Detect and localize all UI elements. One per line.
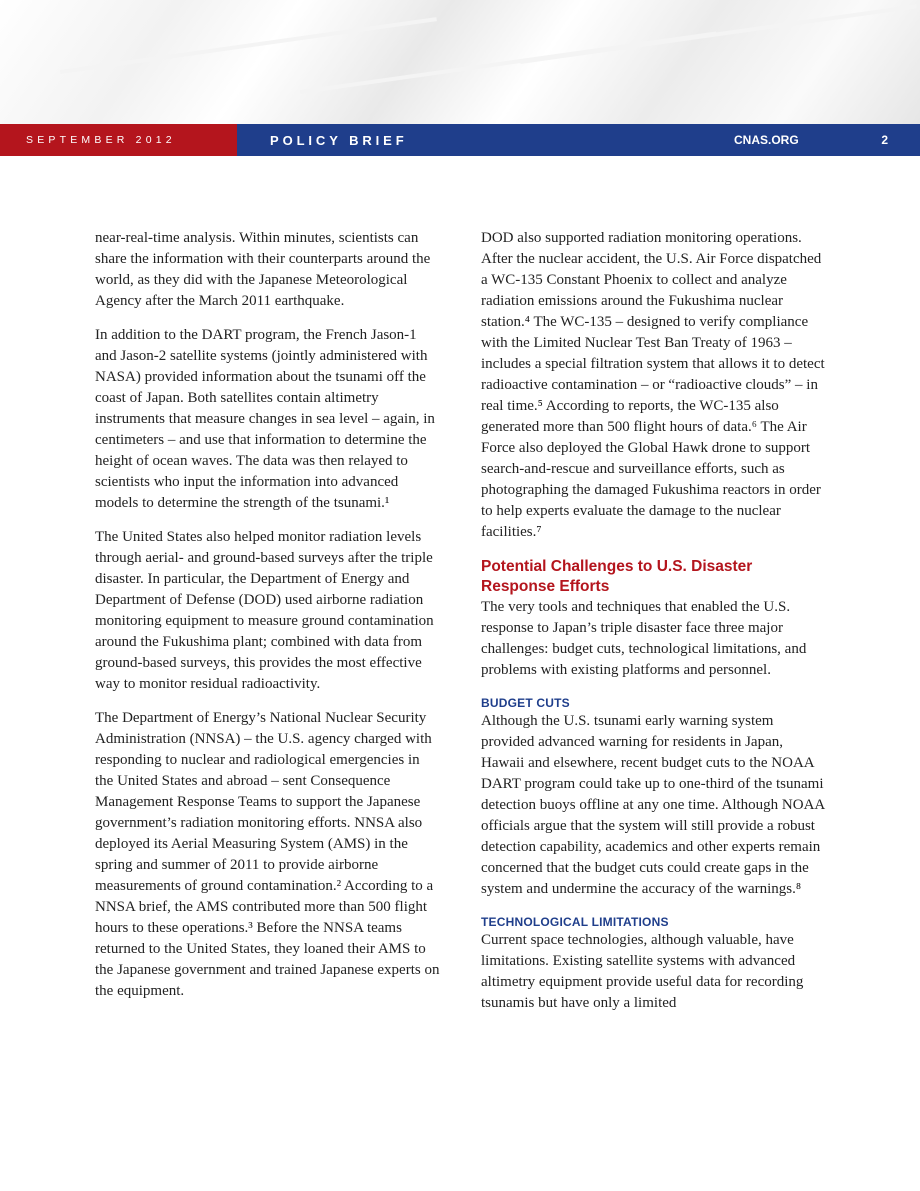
header-bar	[0, 124, 920, 156]
subsection-heading-tech: TECHNOLOGICAL LIMITATIONS	[481, 915, 669, 929]
right-column	[481, 228, 826, 1027]
body-paragraph: The United States also helped monitor radiation levels through aerial- and ground-based surveys after the triple disaster. In particular, the Department of Energy and Department of Defense (DOD) used airborne radiation monitoring equipment to measure ground contamination around the Fukushima plant; combined with data from ground-based surveys, this provides the most effective way to monitor residual radioactivity.	[95, 529, 434, 692]
header-title: POLICY BRIEF	[270, 132, 408, 148]
body-paragraph: DOD also supported radiation monitoring operations. After the nuclear accident, the U.S. Air Force dispatched a WC-135 Constant Phoenix to collect and analyze radiation emissions around the Fukushima nuclear station.⁴ The WC-135 – designed to verify compliance with the Limited Nuclear Test Ban Treaty of 1963 – includes a special filtration system that allows it to detect radioactive contamination – or “radioactive clouds” – in real time.⁵ According to reports, the WC-135 also generated more than 500 flight hours of data.⁶ The Air Force also deployed the Global Hawk drone to support search-and-rescue and surveillance efforts, such as photographing the damaged Fukushima reactors in order to help experts evaluate the damage to the nuclear facilities.⁷	[481, 230, 825, 540]
left-column	[95, 228, 440, 1015]
subsection-heading-budget: BUDGET CUTS	[481, 696, 570, 710]
body-paragraph: The very tools and techniques that enabled the U.S. response to Japan’s triple disaster face three major challenges: budget cuts, technological limitations, and problems with existing platforms and personnel.	[481, 599, 807, 678]
body-paragraph: The Department of Energy’s National Nuclear Security Administration (NNSA) – the U.S. agency charged with responding to nuclear and radiological emergencies in the United States and abroad – sent Consequence Management Response Teams to support the Japanese government’s radiation monitoring efforts. NNSA also deployed its Aerial Measuring System (AMS) in the spring and summer of 2011 to provide airborne measurements of ground contamination.² According to a NNSA brief, the AMS contributed more than 500 flight hours to these operations.³ Before the NNSA teams returned to the United States, they loaned their AMS to the Japanese government and trained Japanese experts on the equipment.	[95, 710, 440, 999]
section-heading: Potential Challenges to U.S. Disaster Response Efforts	[481, 558, 753, 595]
header-date: SEPTEMBER 2012	[26, 134, 176, 146]
header-title-block	[237, 124, 920, 156]
header-site-link[interactable]: CNAS.ORG	[734, 133, 799, 147]
body-paragraph: Although the U.S. tsunami early warning system provided advanced warning for residents in Japan, Hawaii and elsewhere, recent budget cuts to the NOAA DART program could take up to one-third of the tsunami detection buoys offline at any one time. Although NOAA officials argue that the system will still provide a robust detection capability, academics and other experts remain concerned that the budget cuts could create gaps in the system and undermine the accuracy of the warnings.⁸	[481, 713, 825, 897]
page-number: 2	[881, 133, 888, 147]
body-paragraph: near-real-time analysis. Within minutes, scientists can share the information with their counterparts around the world, as they did with the Japanese Meteorological Agency after the March 2011 earthquake.	[95, 230, 431, 309]
body-paragraph: Current space technologies, although valuable, have limitations. Existing satellite systems with advanced altimetry equipment provide useful data for recording tsunamis but have only a limited	[481, 932, 804, 1011]
body-paragraph: In addition to the DART program, the French Jason-1 and Jason-2 satellite systems (jointly administered with NASA) provided information about the tsunami off the coast of Japan. Both satellites contain altimetry instruments that measure changes in sea level – again, in centimeters – and use that information to determine the height of ocean waves. The data was then relayed to scientists who input the information into advanced models to determine the strength of the tsunami.¹	[95, 327, 435, 511]
header-banner-flag-image	[0, 0, 920, 124]
header-date-block	[0, 124, 237, 156]
